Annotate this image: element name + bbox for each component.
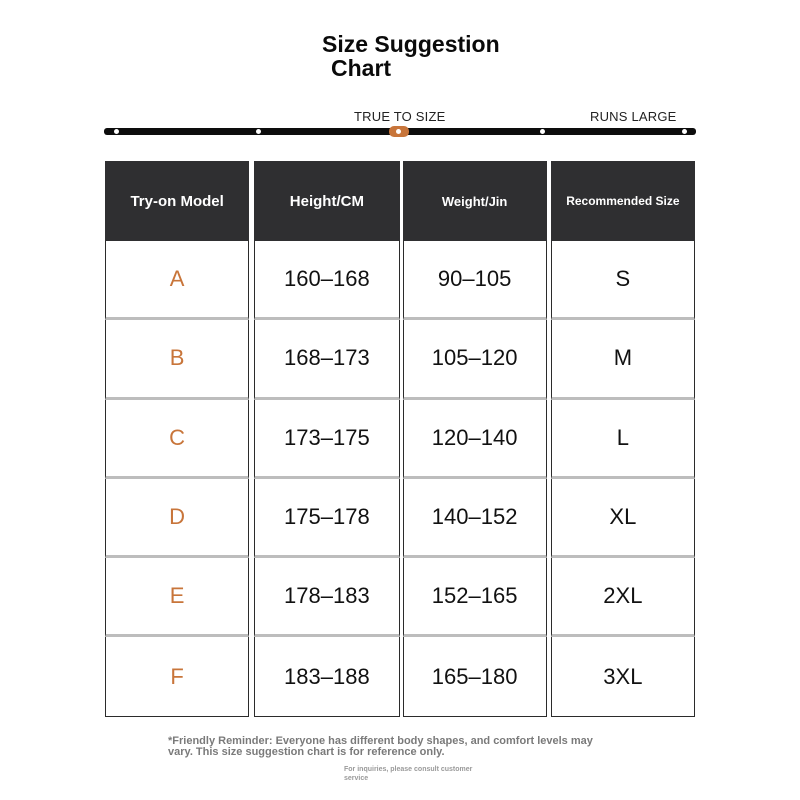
size-cell: S bbox=[551, 241, 695, 320]
fit-scale-selected-marker bbox=[389, 126, 409, 137]
weight-cell: 152–165 bbox=[403, 558, 547, 637]
table-header-row bbox=[105, 161, 695, 241]
size-table bbox=[105, 161, 695, 717]
header-recommended-size: Recommended Size bbox=[551, 161, 695, 241]
model-cell: C bbox=[105, 400, 249, 479]
fit-scale-point bbox=[114, 129, 119, 134]
header-weight: Weight/Jin bbox=[403, 161, 547, 241]
height-cell: 173–175 bbox=[254, 400, 399, 479]
model-cell: F bbox=[105, 637, 249, 716]
title-line-1: Size Suggestion bbox=[322, 31, 500, 57]
weight-cell: 140–152 bbox=[403, 479, 547, 558]
fit-label-runs-large: RUNS LARGE bbox=[590, 109, 677, 124]
fit-label-true-to-size: TRUE TO SIZE bbox=[354, 109, 446, 124]
table-row bbox=[105, 637, 695, 716]
table-row bbox=[105, 241, 695, 320]
weight-cell: 90–105 bbox=[403, 241, 547, 320]
title-line-2: Chart bbox=[331, 55, 392, 81]
weight-cell: 120–140 bbox=[403, 400, 547, 479]
inquiry-note: For inquiries, please consult customer service bbox=[344, 766, 473, 782]
fit-scale-point bbox=[682, 129, 687, 134]
size-cell: 2XL bbox=[551, 558, 695, 637]
weight-cell: 105–120 bbox=[403, 320, 547, 399]
page-title bbox=[322, 32, 562, 80]
height-cell: 183–188 bbox=[254, 637, 399, 716]
height-cell: 175–178 bbox=[254, 479, 399, 558]
table-row bbox=[105, 479, 695, 558]
model-cell: A bbox=[105, 241, 249, 320]
weight-cell: 165–180 bbox=[403, 637, 547, 716]
size-cell: XL bbox=[551, 479, 695, 558]
model-cell: D bbox=[105, 479, 249, 558]
size-cell: L bbox=[551, 400, 695, 479]
fit-scale-point bbox=[256, 129, 261, 134]
header-try-on-model: Try-on Model bbox=[105, 161, 249, 241]
table-row bbox=[105, 558, 695, 637]
height-cell: 160–168 bbox=[254, 241, 399, 320]
header-height: Height/CM bbox=[254, 161, 399, 241]
height-cell: 168–173 bbox=[254, 320, 399, 399]
fit-scale-point bbox=[540, 129, 545, 134]
friendly-reminder-note: *Friendly Reminder: Everyone has different body shapes, and comfort levels may vary. This size suggestion chart is for reference only. bbox=[168, 735, 593, 758]
size-cell: 3XL bbox=[551, 637, 695, 716]
fit-scale bbox=[104, 100, 696, 150]
model-cell: B bbox=[105, 320, 249, 399]
height-cell: 178–183 bbox=[254, 558, 399, 637]
table-row bbox=[105, 400, 695, 479]
model-cell: E bbox=[105, 558, 249, 637]
table-row bbox=[105, 320, 695, 399]
size-cell: M bbox=[551, 320, 695, 399]
